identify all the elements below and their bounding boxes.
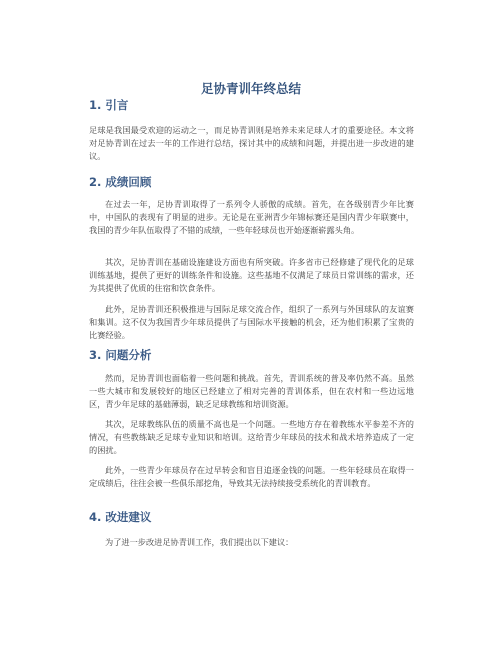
section-heading-problems: 3. 问题分析 — [89, 348, 152, 362]
section-heading-intro: 1. 引言 — [89, 98, 129, 112]
paragraph-problems-3: 此外，一些青少年球员存在过早转会和盲目追逐金钱的问题。一些年轻球员在取得一定成绩后，往往会被一些俱乐部挖角，导致其无法持续接受系统化的青训教育。 — [89, 465, 414, 489]
paragraph-achievements-3: 此外，足协青训还积极推进与国际足球交流合作，组织了一系列与外国球队的友谊赛和集训。这不仅为我国青少年球员提供了与国际水平接触的机会，还为他们积累了宝贵的比赛经验。 — [89, 304, 414, 341]
section-heading-suggestions: 4. 改进建议 — [89, 510, 152, 524]
paragraph-achievements-1: 在过去一年，足协青训取得了一系列令人骄傲的成绩。首先，在各级别青少年比赛中，中国队的表现有了明显的进步。无论是在亚洲青少年锦标赛还是国内青少年联赛中，我国的青少年队伍取得了不错的成绩，一些年轻球员也开始逐渐崭露头角。 — [89, 199, 414, 236]
paragraph-intro: 足球是我国最受欢迎的运动之一，而足协青训则是培养未来足球人才的重要途径。本文将对足协青训在过去一年的工作进行总结，探讨其中的成绩和问题，并提出进一步改进的建议。 — [89, 125, 414, 162]
paragraph-problems-2: 其次，足球教练队伍的质量不高也是一个问题。一些地方存在着教练水平参差不齐的情况，有些教练缺乏足球专业知识和培训。这给青少年球员的技术和战术培养造成了一定的困扰。 — [89, 419, 414, 456]
section-heading-achievements: 2. 成绩回顾 — [89, 175, 152, 189]
paragraph-achievements-2: 其次，足协青训在基础设施建设方面也有所突破。许多省市已经修建了现代化的足球训练基地，提供了更好的训练条件和设施。这些基地不仅满足了球员日常训练的需求，还为其提供了优质的住宿和饮食条件。 — [89, 257, 414, 294]
document-title: 足协青训年终总结 — [200, 81, 301, 96]
paragraph-suggestions-intro: 为了进一步改进足协青训工作，我们提出以下建议： — [105, 537, 294, 547]
paragraph-problems-1: 然而，足协青训也面临着一些问题和挑战。首先，青训系统的普及率仍然不高。虽然一些大城市和发展较好的地区已经建立了相对完善的青训体系，但在农村和一些边远地区，青少年足球的基础薄弱，缺乏足球教练和培训资源。 — [89, 373, 414, 410]
